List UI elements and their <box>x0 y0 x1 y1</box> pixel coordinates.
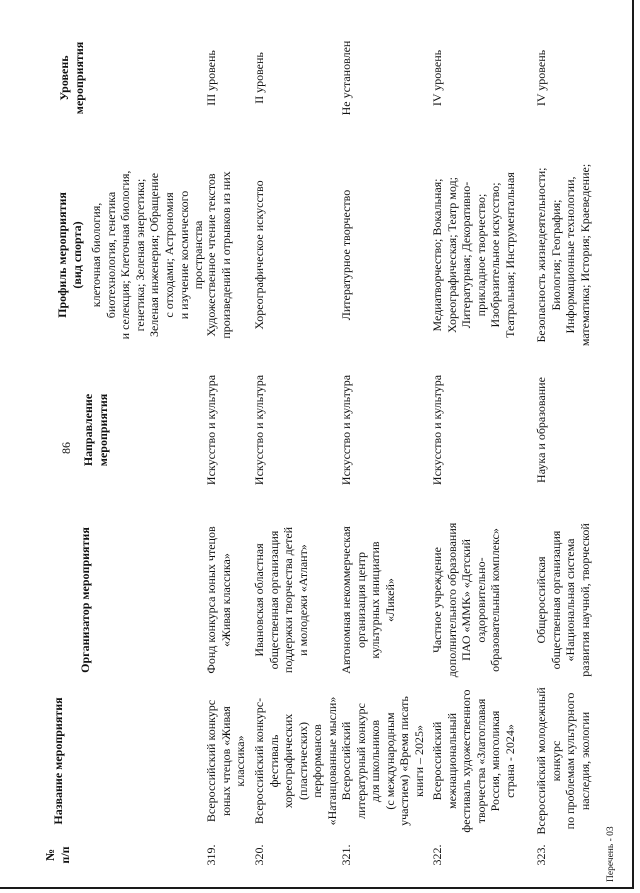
cell-text-line: конкурс <box>548 740 563 782</box>
table-row <box>252 0 339 893</box>
level-cell <box>252 38 267 118</box>
direction-cell <box>339 360 354 500</box>
cell-text-line: межнациональный <box>444 712 459 810</box>
organizer-cell <box>430 515 503 685</box>
profile-cell <box>339 150 354 360</box>
cell-text-line: Наука и образование <box>534 377 548 483</box>
table-row <box>430 0 517 893</box>
cell-text-line: участием) «Время писать <box>397 696 412 826</box>
cell-text-line: Биология; География; <box>548 199 563 311</box>
cell-text-line: организация центр <box>353 551 368 649</box>
cell-text-line: Ивановская областная <box>252 543 266 657</box>
cell-text-line: фестиваль <box>266 734 281 788</box>
cell-text-line: IV уровень <box>430 49 444 107</box>
cell-text-line: Всероссийский <box>430 721 444 801</box>
cell-text-line: Художественное чтение текстов <box>204 173 218 337</box>
cell-text-line: произведений и отрывков из них <box>218 171 233 339</box>
cell-text-line: биотехнология, генетика <box>103 191 118 319</box>
header-text-line: Название мероприятия <box>51 697 65 825</box>
cell-text-line: генетика; Зеленая энергетика; <box>132 178 147 332</box>
cell-text-line: Всероссийский <box>339 721 353 801</box>
header-text-line: п/п <box>57 846 72 864</box>
header-number <box>43 829 72 881</box>
table-row <box>339 0 426 893</box>
cell-text-line: ПАО «ММК» «Детский <box>459 539 474 661</box>
header-direction <box>81 360 110 500</box>
cell-text-line: культурных инициатив <box>368 541 383 659</box>
profile-cell <box>252 150 267 360</box>
cell-text-line: общественная организация <box>266 530 281 670</box>
cell-text-line: (пластических) <box>295 722 310 800</box>
header-text-line: Уровень <box>57 55 71 101</box>
cell-text-line: Общероссийская <box>534 556 548 644</box>
cell-text-line: Безопасность жизнедеятельности; <box>534 167 548 343</box>
cell-text-line: и селекция; Клеточная биология, <box>118 170 133 340</box>
cell-text-line: Всероссийский конкурс- <box>252 697 266 825</box>
header-event-name <box>51 686 66 836</box>
cell-text-line: поддержки творчества детей <box>281 526 296 674</box>
cell-text-line: и изучение космического <box>176 190 191 320</box>
cell-text-line: 320. <box>252 844 266 866</box>
event-name-cell <box>204 686 248 836</box>
event-name-cell <box>339 686 427 836</box>
cell-text-line: прикладное творчество; <box>473 193 488 317</box>
cell-text-line: Всероссийский конкурс <box>204 699 218 823</box>
organizer-cell <box>252 515 310 685</box>
cell-text-line: «Живая классика» <box>218 553 233 647</box>
cell-text-line: Информационные технологии, <box>563 176 578 334</box>
header-text-line: № <box>43 848 57 862</box>
cell-text-line: литературный конкурс <box>353 703 368 819</box>
cell-text-line: юных чтецов «Живая <box>218 706 233 816</box>
level-cell <box>430 38 445 118</box>
header-text-line: Профиль мероприятия <box>55 192 69 318</box>
cell-text-line: «Натанцованные мысли» <box>324 696 339 826</box>
cell-text-line: Искусство и культура <box>204 374 218 486</box>
header-organizer <box>78 515 93 685</box>
cell-text-line: Искусство и культура <box>252 374 266 486</box>
cell-text-line: Медиатворчество; Вокальная; <box>430 178 444 332</box>
cell-text-line: Театральная; Инструментальная <box>502 172 517 338</box>
organizer-cell <box>339 515 397 685</box>
cell-text-line: дополнительного образования <box>444 522 459 678</box>
organizer-cell <box>534 515 592 685</box>
table-row <box>534 0 592 893</box>
page-footer: Перечень - 03 <box>606 826 616 882</box>
number-cell <box>252 829 267 881</box>
profile-cell <box>204 150 233 360</box>
cell-text-line: 319. <box>204 844 218 866</box>
page-number: 86 <box>59 442 73 454</box>
event-name-cell <box>534 686 592 836</box>
cell-text-line: оздоровительно- <box>473 557 488 643</box>
cell-text-line: и молодежи «Атлант» <box>295 544 310 656</box>
cell-text-line: по проблемам культурного <box>563 692 578 830</box>
cell-text-line: клеточная биология, <box>89 202 103 308</box>
level-cell <box>339 38 354 118</box>
cell-text-line: Не установлен <box>339 40 353 116</box>
cell-text-line: общественная организация <box>548 530 563 670</box>
profile-cell <box>89 150 206 360</box>
cell-text-line: Литературное творчество <box>339 189 353 321</box>
event-name-cell <box>430 686 518 836</box>
cell-text-line: творчества «Златоглавая <box>473 698 488 824</box>
cell-text-line: книги – 2025» <box>411 724 426 798</box>
level-cell <box>534 38 549 118</box>
direction-cell <box>204 360 219 500</box>
direction-cell <box>252 360 267 500</box>
number-cell <box>534 829 549 881</box>
cell-text-line: перформансов <box>310 724 325 798</box>
cell-text-line: с отходами; Астрономия <box>161 192 176 318</box>
cell-text-line: Хореографическое искусство <box>252 180 266 330</box>
event-name-cell <box>252 686 340 836</box>
header-text-line: мероприятия <box>95 393 110 467</box>
cell-text-line: страна - 2024» <box>502 724 517 798</box>
number-cell <box>339 829 354 881</box>
cell-text-line: Литературная; Декоративно- <box>459 181 474 329</box>
number-cell <box>430 829 445 881</box>
cell-text-line: наследия, экологии <box>577 711 592 811</box>
cell-text-line: «Ликей» <box>382 578 397 622</box>
cell-text-line: Автономная некоммерческая <box>339 526 353 674</box>
cell-text-line: 323. <box>534 844 548 866</box>
header-level <box>57 38 86 118</box>
direction-cell <box>430 360 445 500</box>
cell-text-line: фестиваль художественного <box>459 689 474 833</box>
cell-text-line: «Национальная система <box>563 538 578 662</box>
cell-text-line: Частное учреждение <box>430 547 444 653</box>
cell-text-line: Всероссийский молодежный <box>534 687 548 835</box>
cell-text-line: развития научной, творческой <box>577 523 592 677</box>
cell-text-line: 321. <box>339 844 353 866</box>
table-row <box>204 0 248 893</box>
cell-text-line: Зеленая инженерия; Обращение <box>147 172 162 338</box>
direction-cell <box>534 360 549 500</box>
header-profile <box>55 150 84 360</box>
header-text-line: (вид спорта) <box>69 221 84 289</box>
cell-text-line: IV уровень <box>534 49 548 107</box>
profile-cell <box>534 150 592 360</box>
cell-text-line: II уровень <box>252 52 266 104</box>
cell-text-line: III уровень <box>204 50 218 106</box>
cell-text-line: Искусство и культура <box>339 374 353 486</box>
cell-text-line: Хореографическая; Театр мод; <box>444 177 459 333</box>
header-text-line: Организатор мероприятия <box>78 527 92 673</box>
profile-cell <box>430 150 518 360</box>
level-cell <box>204 38 219 118</box>
cell-text-line: Искусство и культура <box>430 374 444 486</box>
cell-text-line: Россия, многоликая <box>488 710 503 812</box>
cell-text-line: Фонд конкурса юных чтецов <box>204 526 218 674</box>
cell-text-line: пространства <box>191 220 206 290</box>
cell-text-line: для школьников <box>368 719 383 803</box>
cell-text-line: (с международным <box>382 712 397 810</box>
cell-text-line: 322. <box>430 844 444 866</box>
organizer-cell <box>204 515 233 685</box>
cell-text-line: образовательный комплекс» <box>488 528 503 672</box>
cell-text-line: хореографических <box>281 713 296 809</box>
header-text-line: мероприятия <box>71 41 86 115</box>
cell-text-line: Изобразительное искусство; <box>488 182 503 328</box>
number-cell <box>204 829 219 881</box>
cell-text-line: математика; История; Краеведение; <box>577 163 592 347</box>
cell-text-line: классика» <box>233 735 248 787</box>
header-text-line: Направление <box>81 393 95 467</box>
